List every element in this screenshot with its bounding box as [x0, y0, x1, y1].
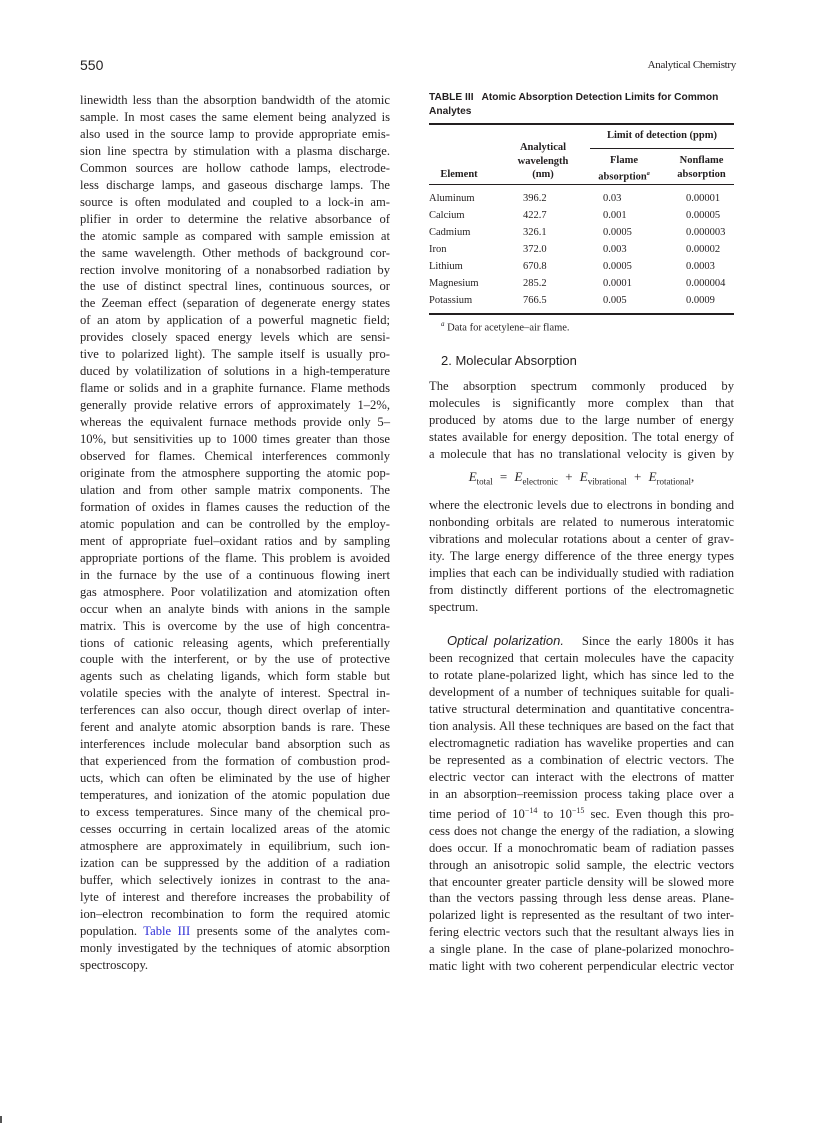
paragraph-optical-polarization	[429, 633, 734, 975]
text-line: duced by volatilization of solutions in a high-temperature	[80, 364, 390, 379]
text-line: plifier in order to determine the relative absorbance of	[80, 211, 390, 226]
text-line: matic light with two coherent perpendicular electric vector	[429, 959, 734, 974]
text-line: in the furnace by the use of a continuous flowing inert	[80, 567, 390, 582]
text-line: Common sources are hollow cathode lamps, electrode-	[80, 160, 390, 175]
text-line: whereas the equivalent furnace methods provide only 5–	[80, 415, 390, 430]
exponent: −15	[571, 805, 585, 815]
text-line: nonbonding orbitals are related to numerous interatomic	[429, 514, 734, 529]
eq-operator: =	[499, 469, 508, 484]
text-line: of an atom by application of a powerful magnetic field;	[80, 313, 390, 328]
table-iii-link[interactable]: Table III	[143, 923, 191, 938]
text-line: occur when an analyte binds with anions in the sample	[80, 601, 390, 616]
text-line: be represented as a combination of electric vectors. The	[429, 752, 734, 767]
footnote-text: Data for acetylene–air flame.	[447, 322, 570, 334]
header-wavelength-line: Analytical	[519, 142, 567, 153]
cell-element: Cadmium	[429, 227, 471, 238]
cell-flame: 0.001	[603, 210, 627, 221]
cell-wavelength: 285.2	[523, 278, 547, 289]
eq-punctuation: ,	[691, 469, 695, 484]
text-line: sion line spectra by stimulation with a plasma discharge.	[80, 143, 390, 158]
cell-flame: 0.0005	[603, 261, 632, 272]
text-fragment: Since the early 1800s it has	[581, 634, 735, 648]
cell-wavelength: 422.7	[523, 210, 547, 221]
table-bottom-rule	[429, 313, 734, 315]
footnote-marker: a	[646, 170, 650, 177]
cell-element: Lithium	[429, 261, 463, 272]
section-heading: 2. Molecular Absorption	[441, 353, 577, 368]
text-line: molecules is significantly more complex than that	[429, 395, 734, 410]
text-line: produced by atoms due to the large number of energy	[429, 412, 734, 427]
text-line: couple with the interferent, or by the use of protective	[80, 652, 390, 667]
cell-wavelength: 670.8	[523, 261, 547, 272]
text-line: ion–electron recombination to form the required atomic	[80, 906, 390, 921]
text-line: tative structural determination and quantitative concentra-	[429, 701, 734, 716]
text-line: from distinctly different portions of the electromagnetic	[429, 582, 734, 597]
table-title: Atomic Absorption Detection Limits for Common Analytes	[429, 92, 719, 117]
eq-operator: +	[565, 469, 573, 484]
text-fragment: to 10	[537, 806, 572, 821]
text-line: spectrum.	[429, 599, 479, 614]
text-line-with-link	[80, 923, 390, 940]
header-nonflame	[664, 154, 739, 181]
text-line: terferences can also occur, though direct overlap of inter-	[80, 703, 390, 718]
text-line: atmosphere are approximately in equilibrium, such ion-	[80, 838, 390, 853]
text-line: fering electric vectors such that the resultant always lies in	[429, 925, 734, 940]
page-edge-mark	[0, 1116, 2, 1123]
cell-flame: 0.0005	[603, 227, 632, 238]
eq-symbol: E	[468, 469, 477, 484]
eq-symbol: E	[648, 469, 657, 484]
text-line: been recognized that certain molecules have the capacity	[429, 650, 734, 665]
eq-symbol: E	[579, 469, 588, 484]
cell-nonflame: 0.000003	[686, 227, 726, 238]
text-line: generally provide relative errors of approximately 1–2%,	[80, 398, 390, 413]
text-line: implies that each can be individually studied with radiation	[429, 565, 734, 580]
cell-wavelength: 396.2	[523, 193, 547, 204]
cell-nonflame: 0.00001	[686, 193, 721, 204]
text-line: the Zeeman effect (separation of degenerate energy states	[80, 296, 390, 311]
text-fragment: time period of 10	[429, 806, 525, 821]
eq-subscript: rotational	[656, 476, 692, 487]
table-footnote	[441, 320, 570, 334]
text-fragment: sec. Even though this pro-	[584, 806, 734, 821]
eq-operator: +	[633, 469, 642, 484]
text-line: volatile species with the analyte of interest. Spectral in-	[80, 686, 390, 701]
text-line: vibrations and molecular rotations about a center of grav-	[429, 531, 734, 546]
text-line: agents such as chelating ligands, which form stable but	[80, 669, 390, 684]
text-line: does occur. If a monochromatic beam of radiation passes	[429, 840, 734, 855]
cell-element: Iron	[429, 244, 447, 255]
footnote-marker: a	[441, 320, 445, 328]
text-line: through an anisotropic solid sample, the electric vectors	[429, 857, 734, 872]
text-line: cesses occurring in certain localized areas of the atomic	[80, 821, 390, 836]
header-flame-line	[584, 168, 664, 184]
text-line: electromagnetic radiation has wavelike properties and can	[429, 735, 734, 750]
text-line: ucts, which can often be eliminated by the use of higher	[80, 771, 390, 786]
text-line: tion analysis. All these techniques are based on the fact that	[429, 718, 734, 733]
text-line-with-exponents	[429, 803, 734, 823]
text-line: buffer, which selectively ionizes in contrast to the ana-	[80, 872, 390, 887]
text-line: states available for energy deposition. The total energy of	[429, 429, 734, 444]
header-wavelength-line: wavelength	[517, 155, 569, 167]
running-head: Analytical Chemistry	[647, 59, 736, 71]
cell-element: Potassium	[429, 295, 473, 306]
cell-wavelength: 372.0	[523, 244, 547, 255]
table-caption	[429, 91, 734, 119]
text-line: ity. The large energy difference of the three energy types	[429, 548, 734, 563]
text-line: development of a number of techniques suitable for quali-	[429, 684, 734, 699]
page-number: 550	[80, 57, 104, 73]
paragraph-intro	[429, 378, 734, 463]
text-line: observed for flames. Chemical interferences commonly	[80, 449, 390, 464]
text-line: to excess temperatures. Since many of the chemical pro-	[80, 805, 390, 820]
table-top-rule	[429, 123, 734, 125]
text-line: the atomic sample as compared with sample emission at	[80, 228, 390, 243]
header-nonflame-line: Nonflame	[679, 155, 724, 166]
text-line: sample. In most cases the same element being analyzed is	[80, 109, 390, 124]
text-line: rection involve monitoring of a nonabsorbed radiation by	[80, 262, 390, 277]
text-line: a single plane. In the case of plane-polarized monochro-	[429, 942, 734, 957]
text-line: provides closely spaced energy levels which are sensi-	[80, 330, 390, 345]
text-line: lyte of interest and therefore increases the probability of	[80, 889, 390, 904]
cell-nonflame: 0.000004	[686, 278, 726, 289]
eq-subscript: electronic	[522, 476, 558, 487]
text-line: that experienced from the formation of combustion prod-	[80, 754, 390, 769]
text-line: tions of cationic releasing agents, which preferentially	[80, 635, 390, 650]
text-line: where the electronic levels due to electrons in bonding and	[429, 498, 734, 512]
text-line: source is often modulated and coupled to a lock-in am-	[80, 194, 390, 209]
table-label: TABLE III	[429, 92, 474, 103]
text-fragment: presents some of the analytes com-	[196, 923, 390, 938]
header-limit-group: Limit of detection (ppm)	[607, 130, 717, 141]
eq-subscript: total	[476, 476, 493, 487]
text-line: the use of distinct spectral lines, continuous sources, or	[80, 279, 390, 294]
text-line: interferences include molecular band absorption such as	[80, 737, 390, 752]
header-wavelength	[497, 141, 589, 182]
text-line: than the vectors passing through less dense areas. Plane-	[429, 891, 734, 906]
text-line: a molecule that has no translational velocity is given by	[429, 446, 734, 461]
text-line: temperatures, and ionization of the atomic population due	[80, 788, 390, 803]
left-column-text	[80, 92, 390, 974]
text-line: matrix. This is overcome by the use of high concentra-	[80, 618, 390, 633]
header-element: Element	[440, 169, 478, 180]
text-line: 10%, but sensitivities up to 1000 times greater than those	[80, 432, 390, 447]
body-paragraph	[80, 92, 390, 974]
text-line: flame or solids and in a graphite furnance. Flame methods	[80, 381, 390, 396]
header-wavelength-line: (nm)	[532, 169, 554, 180]
text-line: ization can be suppressed by the addition of a radiation	[80, 855, 390, 870]
paragraph-energy-levels	[429, 497, 734, 616]
text-line: in an absorption–reemission process taking place over a	[429, 786, 734, 801]
energy-equation	[429, 469, 734, 487]
cell-flame: 0.003	[603, 244, 627, 255]
text-line: cess does not change the energy of the radiation, a slowing	[429, 823, 734, 838]
cell-nonflame: 0.00005	[686, 210, 721, 221]
cell-wavelength: 766.5	[523, 295, 547, 306]
text-line: atomic population and can be controlled by the employ-	[80, 516, 390, 531]
text-line: ferent and analyte atomic absorption bands is rare. These	[80, 720, 390, 735]
cell-element: Magnesium	[429, 278, 479, 289]
text-line: tive to polarized light). The sample itself is usually pro-	[80, 347, 390, 362]
cell-wavelength: 326.1	[523, 227, 547, 238]
eq-symbol: E	[514, 469, 523, 484]
text-line: ment of appropriate fuel–oxidant ratios and by sampling	[80, 533, 390, 548]
text-line	[429, 633, 734, 650]
cell-flame: 0.03	[603, 193, 622, 204]
text-line: the same wavelength. Other methods of background cor-	[80, 245, 390, 260]
text-line: to rotate plane-polarized light, which has since led to the	[429, 667, 734, 682]
header-nonflame-line: absorption	[677, 168, 726, 180]
table-header-rule	[429, 184, 734, 185]
subsection-runin-heading: Optical polarization.	[447, 633, 564, 648]
text-line: linewidth less than the absorption bandwidth of the atomic	[80, 93, 390, 107]
text-line: appropriate portions of the flame. This problem is avoided	[80, 550, 390, 565]
cell-flame: 0.005	[603, 295, 627, 306]
text-line: electric vector can interact with the electrons of matter	[429, 769, 734, 784]
cell-element: Calcium	[429, 210, 465, 221]
text-line: polarized light is represented as the resultant of two inter-	[429, 908, 734, 923]
cell-nonflame: 0.00002	[686, 244, 721, 255]
text-line: ulation and from other sample matrix components. The	[80, 482, 390, 497]
eq-subscript: vibrational	[587, 476, 627, 487]
header-flame	[584, 154, 664, 184]
header-flame-text: absorption	[598, 171, 647, 182]
text-line: also used in the source lamp to provide appropriate emis-	[80, 126, 390, 141]
text-line: spectroscopy.	[80, 957, 149, 972]
text-line: gas atmosphere. Poor volatilization and atomization often	[80, 584, 390, 599]
text-line: monly investigated by the techniques of atomic absorption	[80, 940, 390, 955]
text-line: The absorption spectrum commonly produced by	[429, 379, 734, 393]
table-group-rule	[590, 148, 734, 149]
header-flame-line: Flame	[610, 155, 638, 166]
text-line: originate from the atmosphere supporting the atomic pop-	[80, 465, 390, 480]
cell-element: Aluminum	[429, 193, 475, 204]
cell-flame: 0.0001	[603, 278, 632, 289]
cell-nonflame: 0.0003	[686, 261, 715, 272]
text-line: that encounter greater particle density will be slowed more	[429, 874, 734, 889]
exponent: −14	[524, 805, 538, 815]
text-fragment: population.	[80, 923, 138, 938]
text-line: less discharge lamps, and gaseous discharge lamps. The	[80, 177, 390, 192]
text-line: formation of oxides in flames causes the reduction of the	[80, 499, 390, 514]
cell-nonflame: 0.0009	[686, 295, 715, 306]
